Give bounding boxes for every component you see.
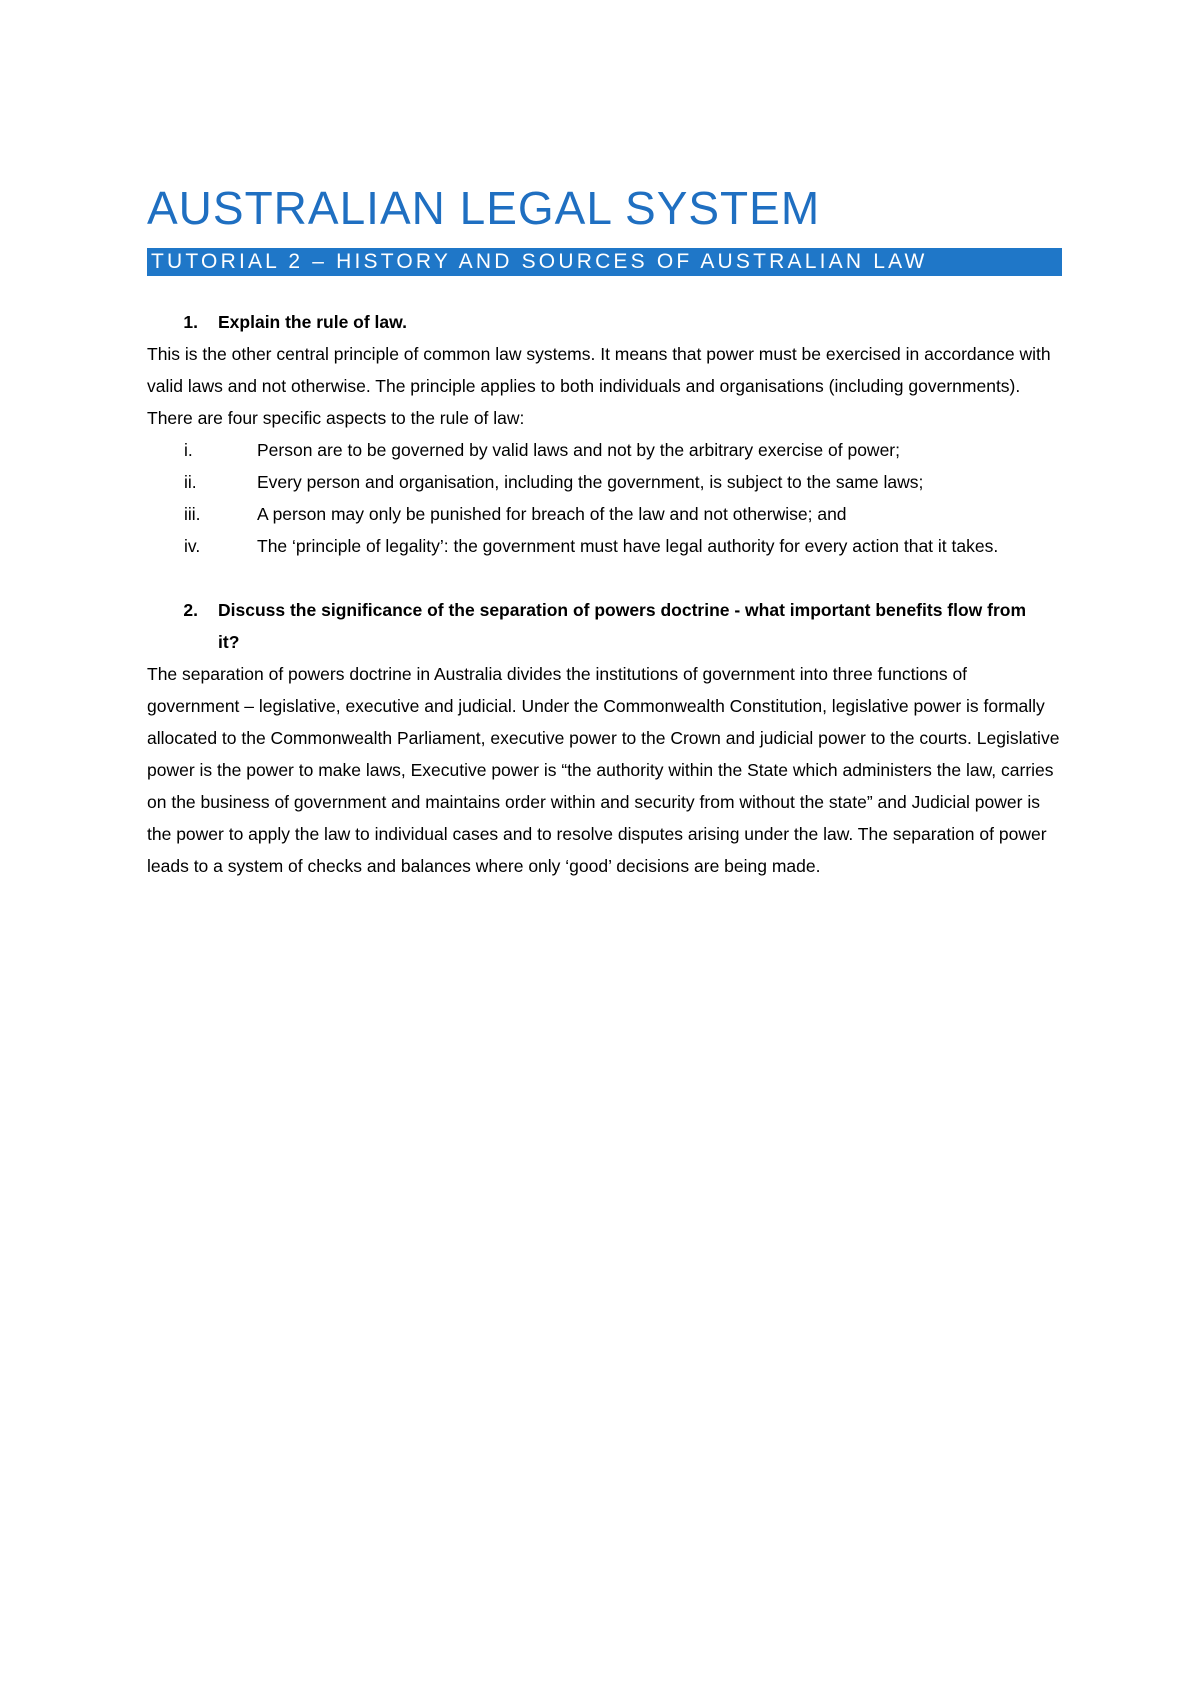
- question-text: Discuss the significance of the separation of powers doctrine - what important benefits flow from it?: [218, 600, 1027, 652]
- aspects-intro: There are four specific aspects to the rule of law:: [147, 408, 525, 428]
- subtitle-text: TUTORIAL 2 – HISTORY AND SOURCES OF AUSTRALIAN LAW: [151, 250, 928, 273]
- document-page: [147, 180, 1062, 882]
- list-numeral: iii.: [184, 504, 201, 524]
- question-number: 2.: [183, 600, 198, 620]
- list-numeral: i.: [184, 440, 193, 460]
- question-number: 1.: [183, 312, 198, 332]
- answer-2-paragraph: The separation of powers doctrine in Australia divides the institutions of government into three functions of government – legislative, executive and judicial. Under the Commonwealth Constitution, legislative power is formally allocated to the Commonwealth Parliament, executive power to the Crown and judicial power to the courts. Legislative power is the power to make laws, Executive power is “the authority within the State which administers the law, carries on the business of government and maintains order within and security from without the state” and Judicial power is the power to apply the law to individual cases and to resolve disputes arising under the law. The separation of power leads to a system of checks and balances where only ‘good’ decisions are being made.: [147, 664, 1060, 876]
- list-item-text: Every person and organisation, including the government, is subject to the same laws;: [257, 472, 924, 492]
- document-title: AUSTRALIAN LEGAL SYSTEM: [147, 182, 821, 234]
- list-item-text: Person are to be governed by valid laws and not by the arbitrary exercise of power;: [257, 440, 900, 460]
- list-item: [147, 498, 1062, 530]
- list-numeral: iv.: [184, 536, 201, 556]
- answer-1-paragraph: This is the other central principle of common law systems. It means that power must be exercised in accordance with valid laws and not otherwise. The principle applies to both individuals and organisations (including governments).: [147, 344, 1051, 396]
- subtitle-banner: [147, 248, 1062, 276]
- question-text: Explain the rule of law.: [218, 312, 407, 332]
- question-1: [147, 306, 1062, 338]
- list-item-text: The ‘principle of legality’: the government must have legal authority for every action that it takes.: [257, 536, 999, 556]
- list-numeral: ii.: [184, 472, 197, 492]
- list-item: [147, 466, 1062, 498]
- question-2: [147, 594, 1062, 658]
- list-item: [147, 530, 1062, 562]
- list-item: [147, 434, 1062, 466]
- aspects-list: [147, 434, 1062, 562]
- list-item-text: A person may only be punished for breach of the law and not otherwise; and: [257, 504, 847, 524]
